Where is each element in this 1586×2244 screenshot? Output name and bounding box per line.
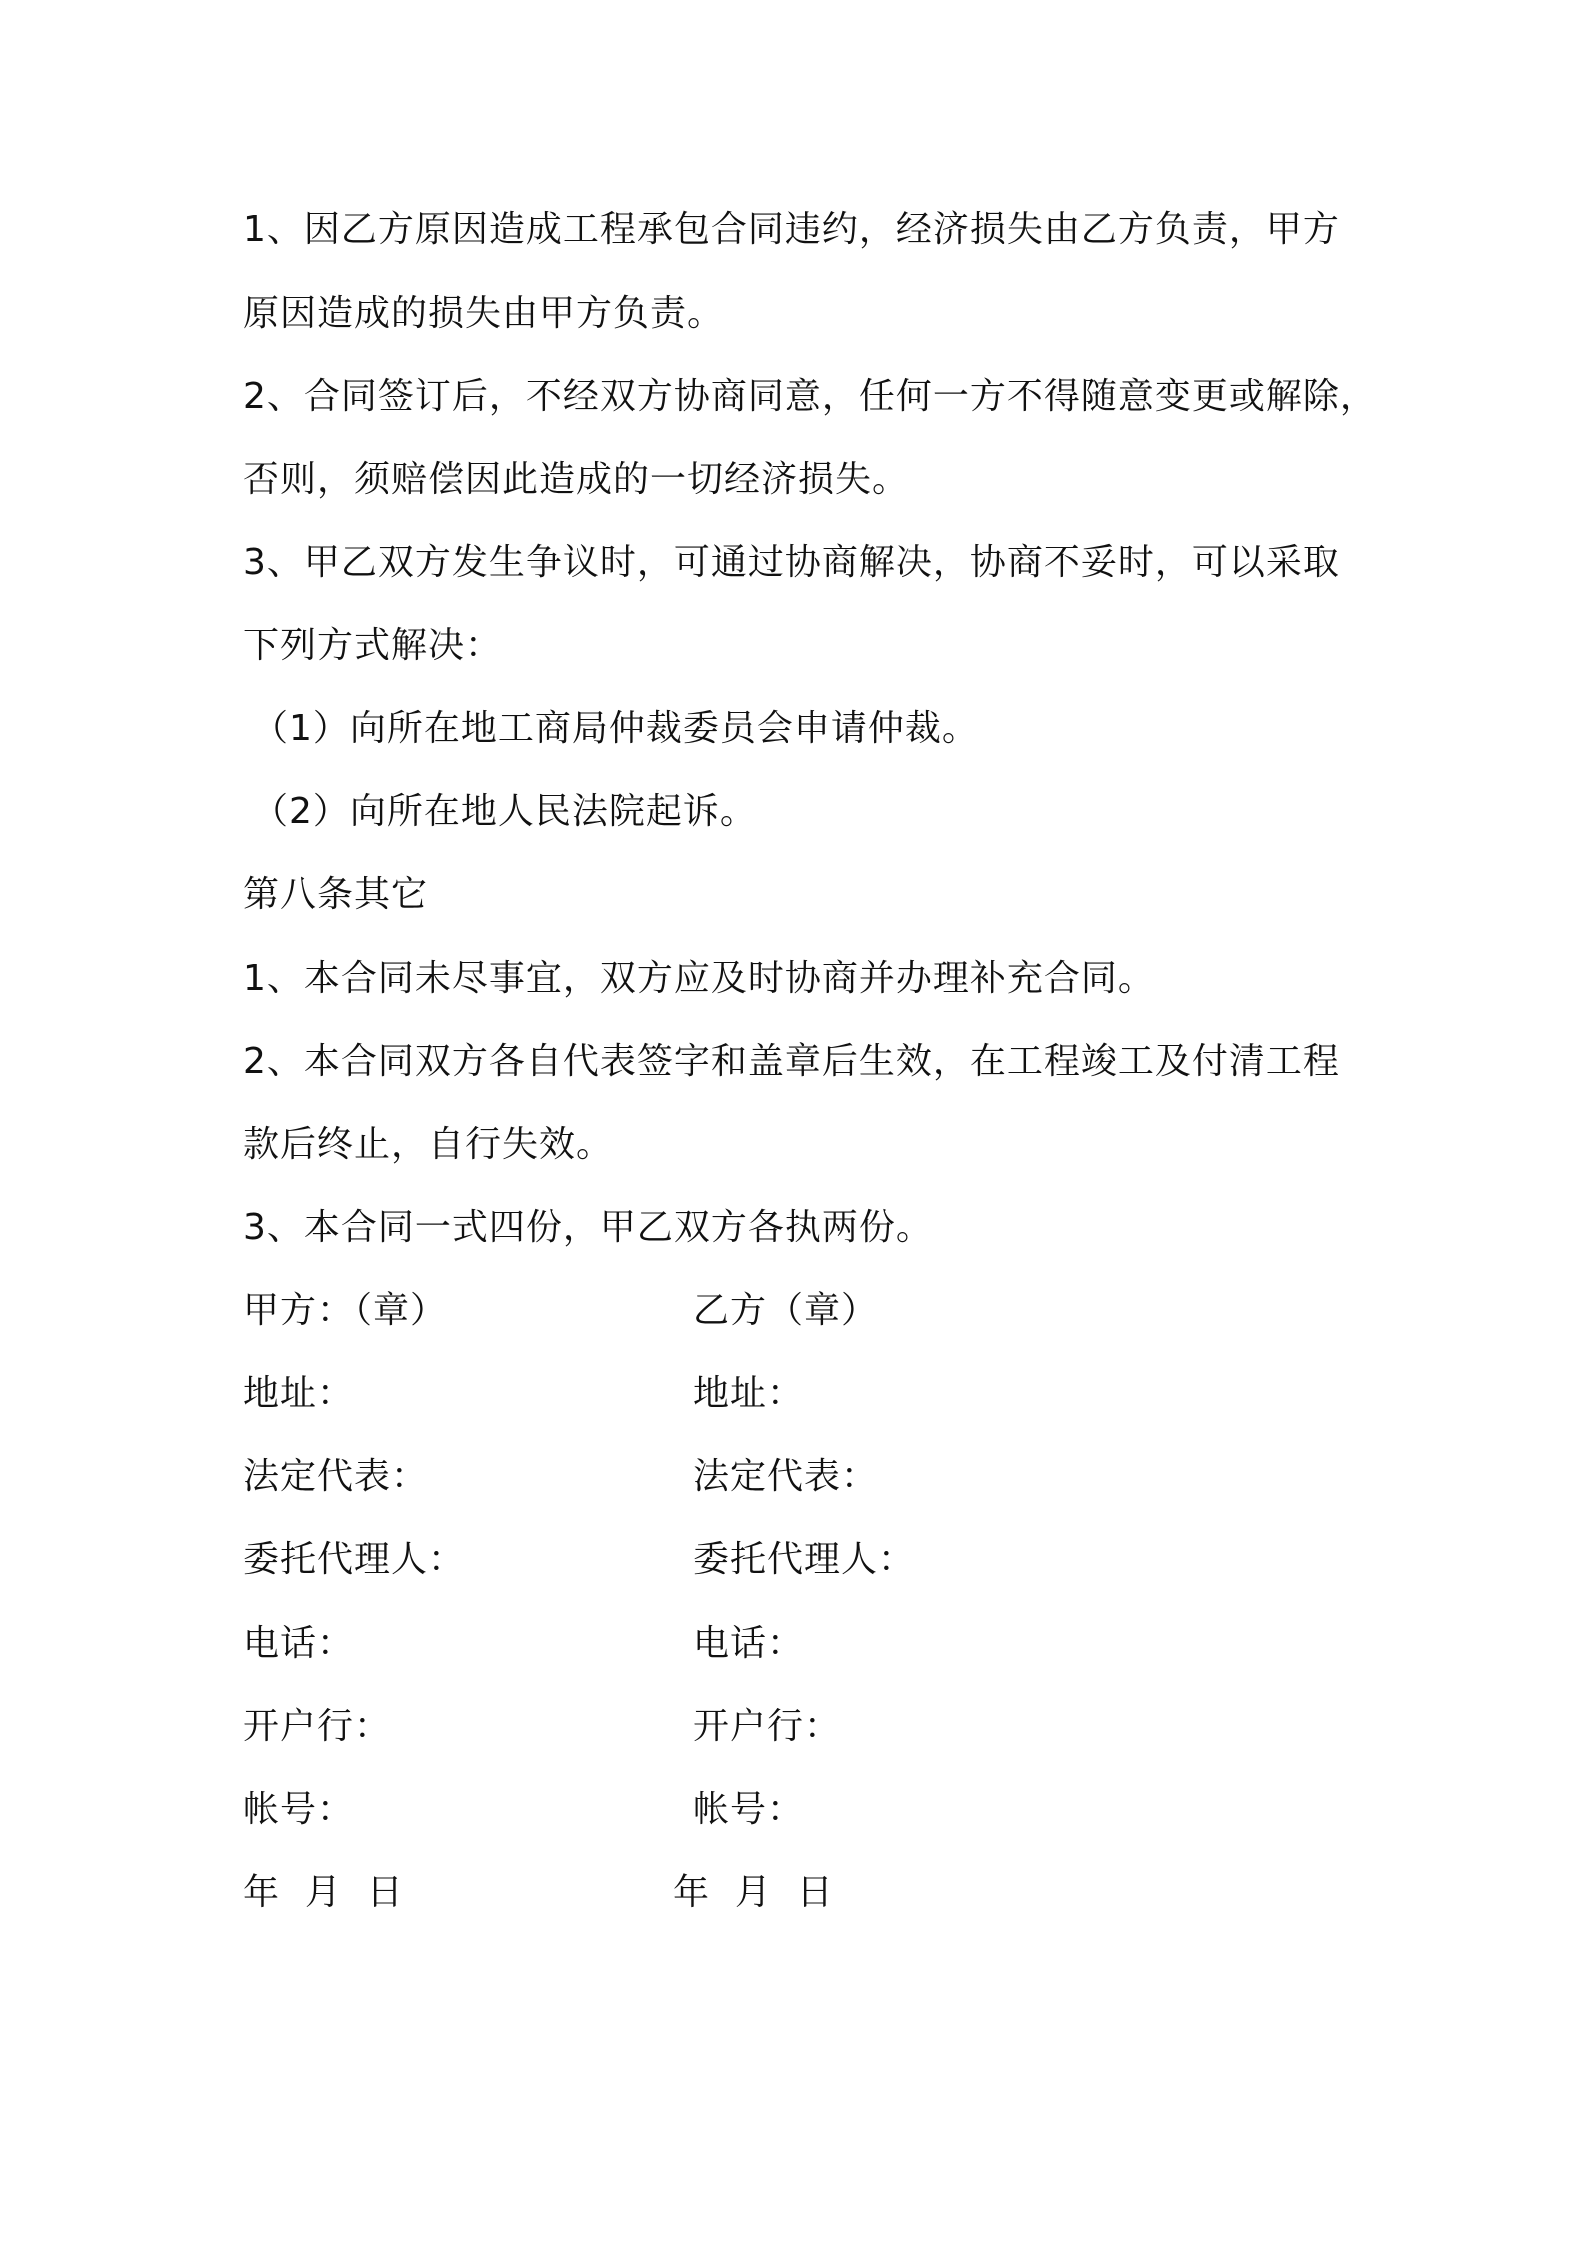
party-a-bank-label: 开户行：	[243, 1706, 392, 1747]
clause-1-line-1: 1、因乙方原因造成工程承包合同违约，经济损失由乙方负责，甲方	[243, 209, 1340, 250]
clause-3-line-1: 3、甲乙双方发生争议时，可通过协商解决，协商不妥时，可以采取	[243, 542, 1340, 583]
party-a-phone-label: 电话：	[243, 1623, 355, 1664]
party-b-account-label: 帐号：	[693, 1789, 805, 1830]
party-b-legal-rep-label: 法定代表：	[693, 1456, 879, 1497]
party-b-phone-label: 电话：	[693, 1623, 805, 1664]
clause-2-line-1: 2、合同签订后，不经双方协商同意，任何一方不得随意变更或解除，	[243, 376, 1377, 417]
party-a-agent-label: 委托代理人：	[243, 1539, 466, 1580]
clause-2-line-2: 否则，须赔偿因此造成的一切经济损失。	[243, 459, 910, 500]
party-a-title: 甲方：（章）	[243, 1290, 448, 1331]
party-a-legal-rep-label: 法定代表：	[243, 1456, 429, 1497]
clause-1-line-2: 原因造成的损失由甲方负责。	[243, 293, 725, 334]
party-a-account-label: 帐号：	[243, 1789, 355, 1830]
party-b-date: 年 月 日	[673, 1872, 834, 1913]
clause-3-option-1: （1）向所在地工商局仲裁委员会申请仲裁。	[252, 708, 979, 749]
clause-3-option-2: （2）向所在地人民法院起诉。	[252, 791, 757, 832]
article-8-item-2-line-1: 2、本合同双方各自代表签字和盖章后生效，在工程竣工及付清工程	[243, 1041, 1340, 1082]
article-8-item-2-line-2: 款后终止，自行失效。	[243, 1124, 614, 1165]
party-b-address-label: 地址：	[693, 1373, 805, 1414]
party-a-date: 年 月 日	[243, 1872, 404, 1913]
party-b-bank-label: 开户行：	[693, 1706, 842, 1747]
party-b-agent-label: 委托代理人：	[693, 1539, 916, 1580]
party-a-address-label: 地址：	[243, 1373, 355, 1414]
article-8-heading: 第八条其它	[243, 874, 429, 915]
article-8-item-1: 1、本合同未尽事宜，双方应及时协商并办理补充合同。	[243, 958, 1155, 999]
article-8-item-3: 3、本合同一式四份，甲乙双方各执两份。	[243, 1207, 933, 1248]
party-b-title: 乙方（章）	[693, 1290, 879, 1331]
clause-3-line-2: 下列方式解决：	[243, 625, 503, 666]
